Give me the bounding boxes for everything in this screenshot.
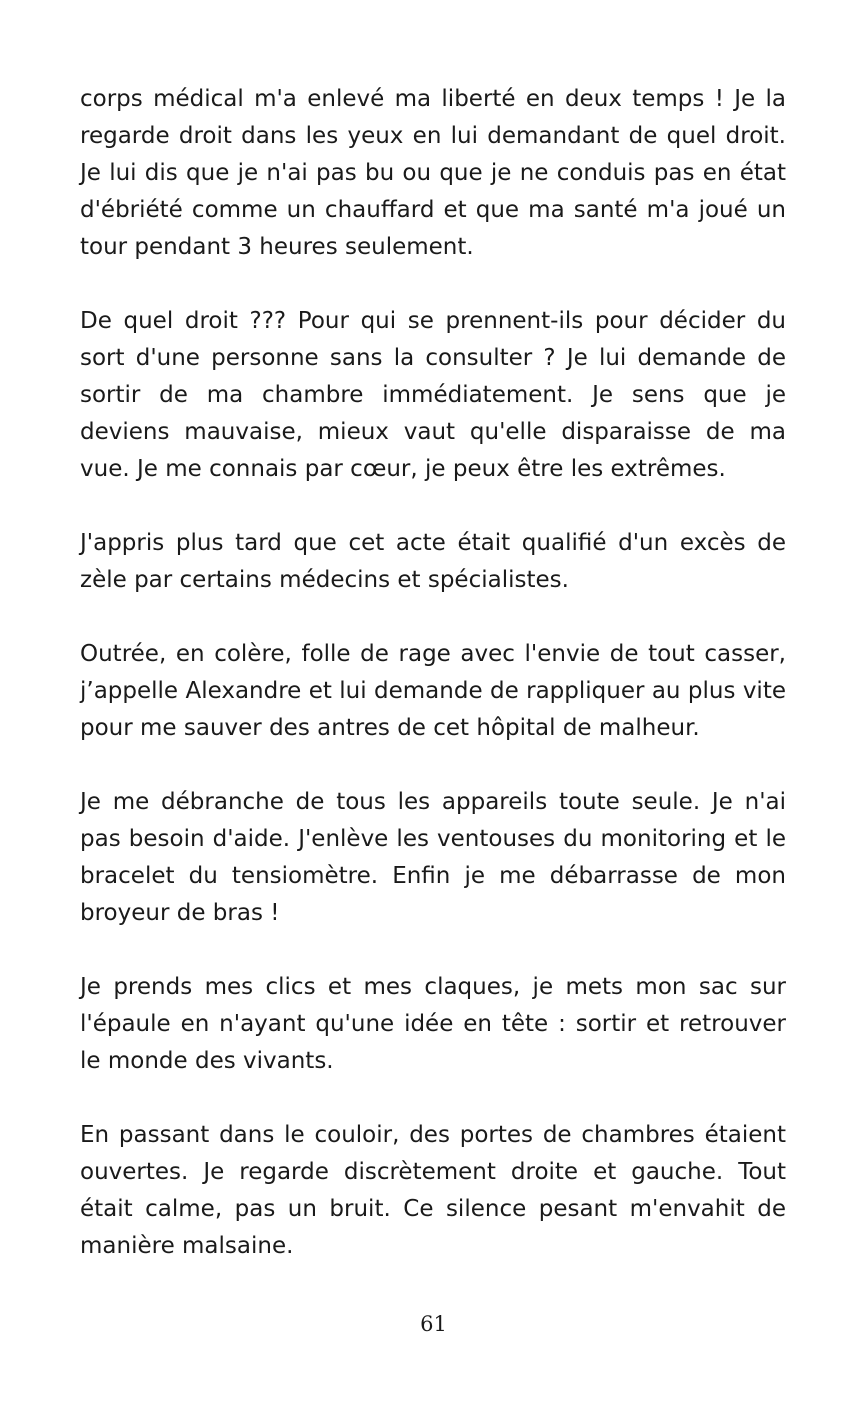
paragraph-4: Outrée, en colère, folle de rage avec l'envie de tout casser, j’appelle Alexandre et lui demande de rappliquer au plus vite pour me sauver des antres de cet hôpital de malheur. <box>80 641 786 741</box>
paragraph-5: Je me débranche de tous les appareils toute seule. Je n'ai pas besoin d'aide. J'enlève les ventouses du monitoring et le bracelet du tensiomètre. Enfin je me débarrasse de mon broyeur de bras ! <box>80 789 786 926</box>
paragraph-3: J'appris plus tard que cet acte était qualifié d'un excès de zèle par certains médecins et spécialistes. <box>80 530 786 593</box>
paragraph-7: En passant dans le couloir, des portes de chambres étaient ouvertes. Je regarde discrètement droite et gauche. Tout était calme, pas un bruit. Ce silence pesant m'envahit de manière malsaine. <box>80 1122 786 1259</box>
body-text <box>80 81 786 1302</box>
page-number: 61 <box>420 1312 447 1336</box>
paragraph-1: corps médical m'a enlevé ma liberté en deux temps ! Je la regarde droit dans les yeux en lui demandant de quel droit. Je lui dis que je n'ai pas bu ou que je ne conduis pas en état d'ébriété comme un chauffard et que ma santé m'a joué un tour pendant 3 heures seulement. <box>80 86 786 260</box>
paragraph-2: De quel droit ??? Pour qui se prennent-ils pour décider du sort d'une personne sans la consulter ? Je lui demande de sortir de ma chambre immédiatement. Je sens que je deviens mauvaise, mieux vaut qu'elle disparaisse de ma vue. Je me connais par cœur, je peux être les extrêmes. <box>80 308 786 482</box>
paragraph-6: Je prends mes clics et mes claques, je mets mon sac sur l'épaule en n'ayant qu'une idée en tête : sortir et retrouver le monde des vivants. <box>80 974 786 1074</box>
